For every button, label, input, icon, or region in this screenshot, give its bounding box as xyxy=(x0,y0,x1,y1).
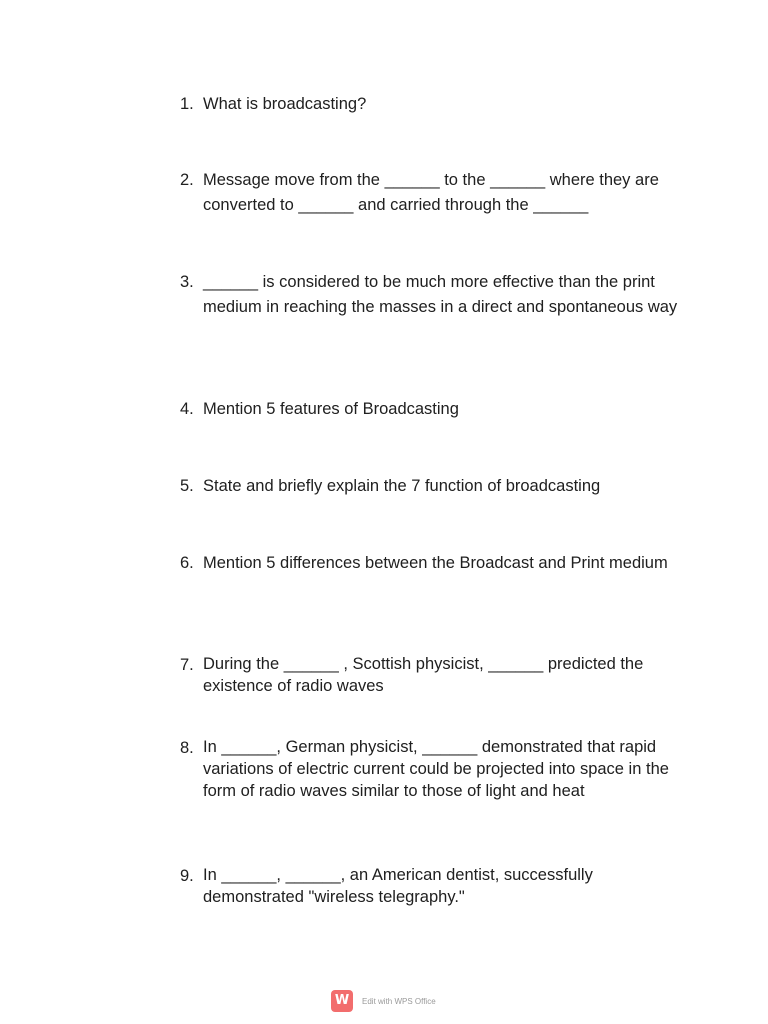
question-number: 8. xyxy=(180,739,194,757)
question-number: 5. xyxy=(180,477,194,495)
question-number: 6. xyxy=(180,554,194,572)
question-1 xyxy=(180,92,680,117)
question-number: 4. xyxy=(180,400,194,418)
question-9 xyxy=(180,864,680,908)
question-text: State and briefly explain the 7 function of broadcasting xyxy=(203,477,601,495)
question-3 xyxy=(180,270,680,320)
question-text: During the ______ , Scottish physicist, ______ predicted the existence of radio waves xyxy=(203,655,644,695)
wps-footer[interactable] xyxy=(331,990,436,1012)
wps-office-logo-icon: W xyxy=(331,990,353,1012)
question-text: Mention 5 features of Broadcasting xyxy=(203,400,459,418)
question-number: 3. xyxy=(180,273,194,291)
question-8 xyxy=(180,736,680,802)
question-number: 2. xyxy=(180,171,194,189)
question-2 xyxy=(180,168,680,218)
question-6 xyxy=(180,551,680,576)
question-5 xyxy=(180,474,680,499)
question-text: What is broadcasting? xyxy=(203,95,367,113)
question-text: In ______, ______, an American dentist, successfully demonstrated "wireless telegraphy." xyxy=(203,866,593,906)
question-text: Message move from the ______ to the ______ where they are converted to ______ and carried through the ______ xyxy=(203,171,659,214)
question-text: ______ is considered to be much more effective than the print medium in reaching the masses in a direct and spontaneous way xyxy=(203,273,678,316)
question-number: 7. xyxy=(180,656,194,674)
question-text: In ______, German physicist, ______ demonstrated that rapid variations of electric current could be projected into space in the form of radio waves similar to those of light and heat xyxy=(203,738,669,800)
footer-text: Edit with WPS Office xyxy=(362,996,436,1006)
question-4 xyxy=(180,397,680,422)
question-number: 1. xyxy=(180,95,194,113)
question-number: 9. xyxy=(180,867,194,885)
question-text: Mention 5 differences between the Broadcast and Print medium xyxy=(203,554,668,572)
question-7 xyxy=(180,653,680,697)
